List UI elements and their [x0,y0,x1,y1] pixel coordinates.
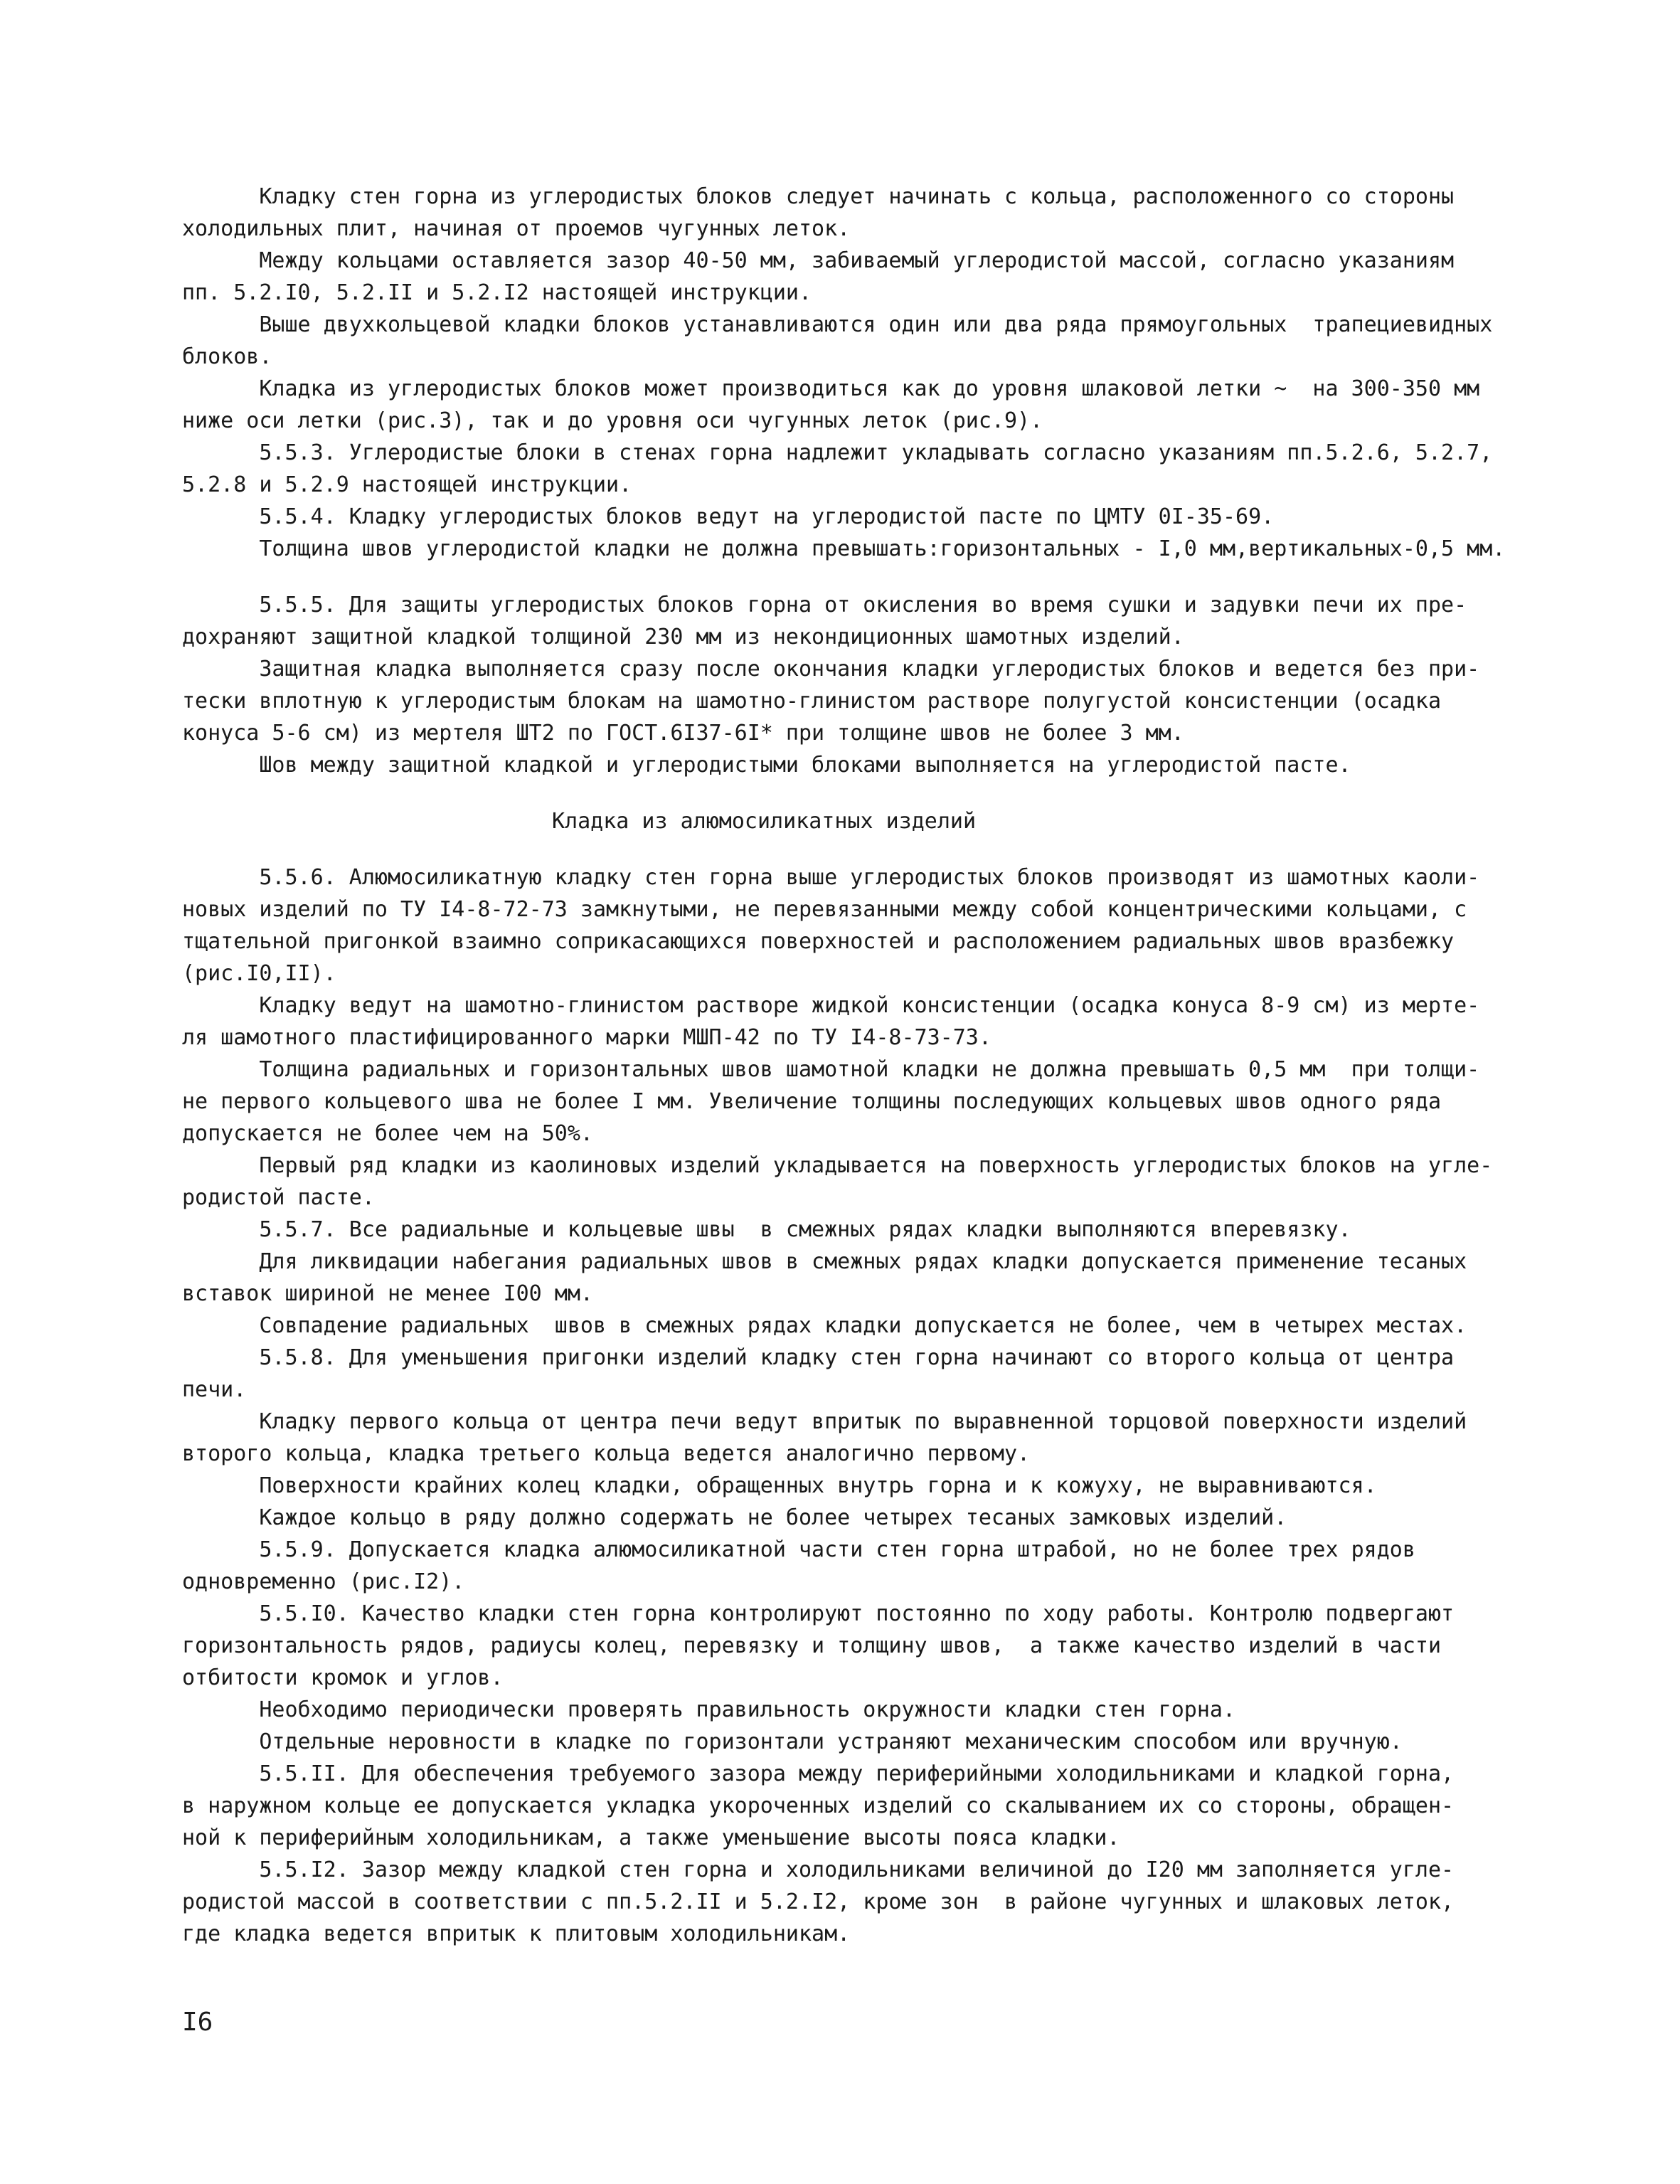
text-line: Кладка из углеродистых блоков может производиться как до уровня шлаковой летки ~ на 300-350 мм [182,376,1480,401]
text-line: пп. 5.2.I0, 5.2.II и 5.2.I2 настоящей инструкции. [182,280,812,305]
text-line: ной к периферийным холодильникам, а также уменьшение высоты пояса кладки. [182,1825,1120,1850]
paragraph-gap [182,837,1533,862]
text-line: блоков. [182,344,272,369]
text-line: Кладку стен горна из углеродистых блоков следует начинать с кольца, расположенного со стороны [182,184,1455,209]
text-line: 5.5.4. Кладку углеродистых блоков ведут на углеродистой пасте по ЦМТУ 0I-35-69. [182,504,1275,529]
text-line: тески вплотную к углеродистым блокам на шамотно-глинистом растворе полугустой консистенции (осадка [182,689,1442,714]
text-line: Отдельные неровности в кладке по горизонтали устраняют механическим способом или вручную. [182,1729,1403,1754]
text-line: одновременно (рис.I2). [182,1569,465,1594]
text-line: в наружном кольце ее допускается укладка укороченных изделий со скалыванием их со стороны, обращен- [182,1793,1455,1818]
section-heading: Кладка из алюмосиликатных изделий [552,809,977,834]
text-line: Толщина радиальных и горизонтальных швов шамотной кладки не должна превышать 0,5 мм при толщи- [182,1057,1480,1082]
text-line: родистой пасте. [182,1185,375,1210]
text-line: Между кольцами оставляется зазор 40-50 мм, забиваемый углеродистой массой, согласно указаниям [182,248,1455,273]
paragraph-gap [182,781,1533,805]
text-line: Кладку первого кольца от центра печи ведут впритык по выравненной торцовой поверхности изделий [182,1409,1467,1434]
text-line: Шов между защитной кладкой и углеродистыми блоками выполняется на углеродистой пасте. [182,753,1351,778]
text-line: новых изделий по ТУ I4-8-72-73 замкнутыми, не перевязанными между собой концентрическими кольцами, с [182,897,1467,922]
text-line: печи. [182,1377,247,1402]
text-line: горизонтальность рядов, радиусы колец, перевязку и толщину швов, а также качество изделий в части [182,1633,1442,1658]
text-line: Для ликвидации набегания радиальных швов в смежных рядах кладки допускается применение тесаных [182,1249,1467,1274]
page-number: I6 [182,2008,213,2037]
text-line: холодильных плит, начиная от проемов чугунных леток. [182,216,851,241]
text-line: 5.2.8 и 5.2.9 настоящей инструкции. [182,472,632,497]
text-line: Защитная кладка выполняется сразу после окончания кладки углеродистых блоков и ведется без при- [182,657,1480,682]
text-line: отбитости кромок и углов. [182,1665,504,1690]
paragraph-gap [182,565,1533,589]
section-aluminosilicate-masonry [182,862,1533,1950]
text-line: не первого кольцевого шва не более I мм. Увеличение толщины последующих кольцевых швов одного ряда [182,1089,1442,1114]
text-line: тщательной пригонкой взаимно соприкасающихся поверхностей и расположением радиальных швов вразбежку [182,929,1455,954]
text-line: вставок шириной не менее I00 мм. [182,1281,593,1306]
text-line: 5.5.8. Для уменьшения пригонки изделий кладку стен горна начинают со второго кольца от центра [182,1345,1455,1370]
section-protective-masonry [182,589,1533,781]
text-line: 5.5.I0. Качество кладки стен горна контролируют постоянно по ходу работы. Контролю подвергают [182,1601,1455,1626]
text-line: где кладка ведется впритык к плитовым холодильникам. [182,1921,851,1946]
text-line: допускается не более чем на 50%. [182,1121,593,1146]
text-line: Выше двухкольцевой кладки блоков устанавливаются один или два ряда прямоугольных трапециевидных [182,312,1493,337]
section-carbon-blocks [182,181,1533,565]
text-line: Необходимо периодически проверять правильность окружности кладки стен горна. [182,1697,1236,1722]
text-line: дохраняют защитной кладкой толщиной 230 мм из некондиционных шамотных изделий. [182,625,1184,650]
document-body [182,181,1533,1950]
text-line: Кладку ведут на шамотно-глинистом растворе жидкой консистенции (осадка конуса 8-9 см) из мерте- [182,993,1480,1018]
text-line: Поверхности крайних колец кладки, обращенных внутрь горна и к кожуху, не выравниваются. [182,1473,1377,1498]
text-line: 5.5.7. Все радиальные и кольцевые швы в смежных рядах кладки выполняются вперевязку. [182,1217,1351,1242]
text-line: второго кольца, кладка третьего кольца ведется аналогично первому. [182,1441,1031,1466]
text-line: 5.5.3. Углеродистые блоки в стенах горна надлежит укладывать согласно указаниям пп.5.2.6, 5.2.7, [182,440,1493,465]
text-line: ля шамотного пластифицированного марки МШП-42 по ТУ I4-8-73-73. [182,1025,991,1050]
text-line: 5.5.II. Для обеспечения требуемого зазора между периферийными холодильниками и кладкой горна, [182,1761,1455,1786]
text-line: Толщина швов углеродистой кладки не должна превышать:горизонтальных - I,0 мм,вертикальных-0,5 мм. [182,536,1506,561]
text-line: (рис.I0,II). [182,961,336,986]
text-line: Каждое кольцо в ряду должно содержать не более четырех тесаных замковых изделий. [182,1505,1287,1530]
text-line: Первый ряд кладки из каолиновых изделий укладывается на поверхность углеродистых блоков на угле- [182,1153,1493,1178]
text-line: Совпадение радиальных швов в смежных рядах кладки допускается не более, чем в четырех местах. [182,1313,1467,1338]
text-line: 5.5.I2. Зазор между кладкой стен горна и холодильниками величиной до I20 мм заполняется угле- [182,1857,1455,1882]
text-line: конуса 5-6 см) из мертеля ШТ2 по ГОСТ.6I37-6I* при толщине швов не более 3 мм. [182,721,1184,746]
text-line: родистой массой в соответствии с пп.5.2.II и 5.2.I2, кроме зон в районе чугунных и шлаковых леток, [182,1889,1455,1914]
text-line: 5.5.5. Для защиты углеродистых блоков горна от окисления во время сушки и задувки печи их пре- [182,593,1467,617]
text-line: ниже оси летки (рис.3), так и до уровня оси чугунных леток (рис.9). [182,408,1043,433]
text-line: 5.5.9. Допускается кладка алюмосиликатной части стен горна штрабой, но не более трех рядов [182,1537,1415,1562]
text-line: 5.5.6. Алюмосиликатную кладку стен горна выше углеродистых блоков производят из шамотных каоли- [182,865,1480,890]
